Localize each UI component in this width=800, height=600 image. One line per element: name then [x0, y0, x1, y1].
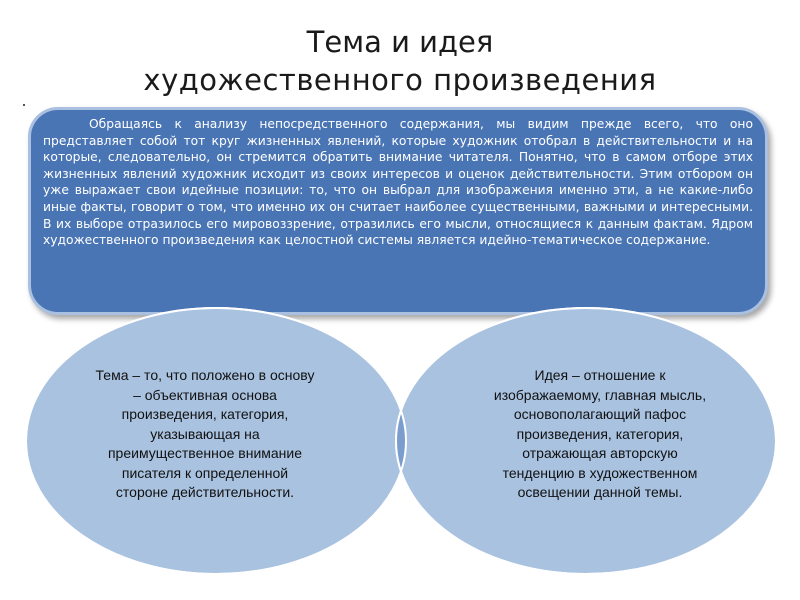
theme-definition: Тема – то, что положено в основу – объективная основа произведения, категория, указывающая на преимущественное внимание писателя к определенной стороне действительности.	[95, 367, 315, 500]
title-line-1: Тема и идея	[306, 25, 494, 59]
intro-paragraph: Обращаясь к анализу непосредственного содержания, мы видим прежде всего, что оно представляет собой тот круг жизненных явлений, которые художник отобрал в действительности и на которые, следовательно, он стремится обратить внимание читателя. Понятно, что в самом отборе этих жизненных явлений художник исходит из своих интересов и оценок действительности. Этим отбором он уже выражает свои идейные позиции: то, что он выбрал для изображения именно эти, а не какие-либо иные факты, говорит о том, что именно их он считает наиболее существенными, важными и интересными. В их выборе отразилось его мировоззрение, отразились его мысли, относящиеся к данным фактам. Ядром художественного произведения как целостной системы является идейно-тематическое содержание.	[43, 117, 753, 248]
idea-definition: Идея – отношение к изображаемому, главная мысль, основополагающий пафос произведения, категория, отражающая авторскую тенденцию в художественном освещении данной темы.	[493, 367, 707, 500]
title-line-2: художественного произведения	[143, 63, 657, 97]
